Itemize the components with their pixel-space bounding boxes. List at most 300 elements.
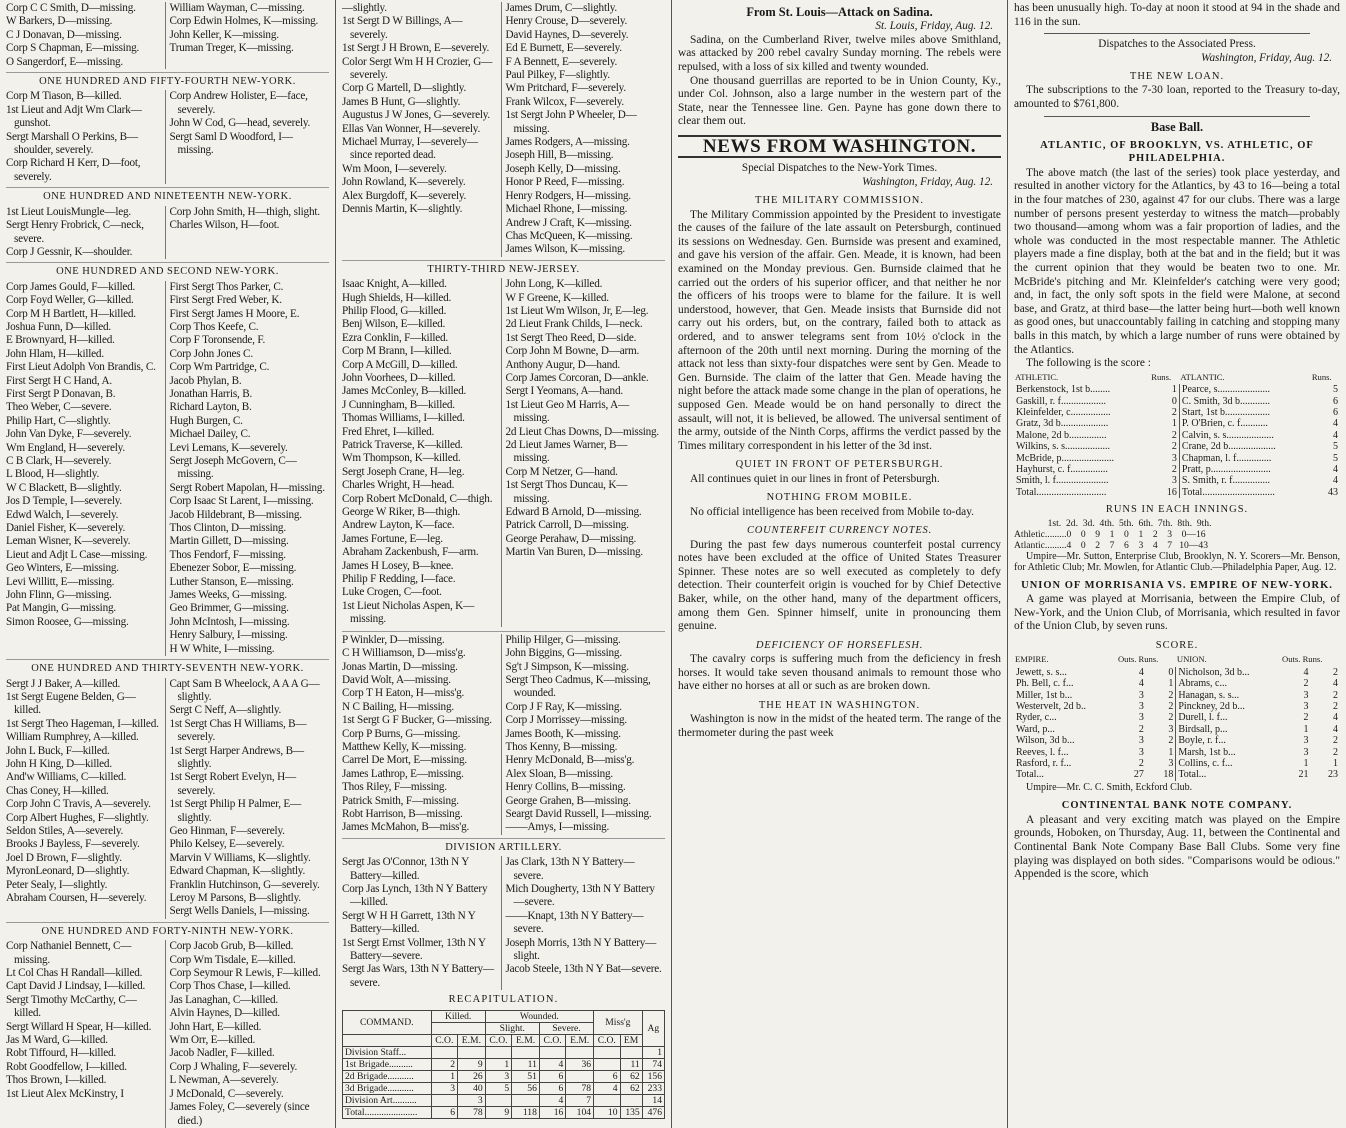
news-headline: NEWS FROM WASHINGTON. <box>678 135 1001 158</box>
recap-cell: 78 <box>566 1082 594 1094</box>
casualty-entry: John Voorhees, D—killed. <box>342 371 456 384</box>
divider <box>1044 116 1310 117</box>
recap-cell <box>485 1046 511 1058</box>
casualty-entry: L Blood, H—slightly. <box>6 468 100 481</box>
casualty-entry: James Drum, C—slightly. <box>505 2 618 14</box>
casualty-entry: Jas M Ward, G—killed. <box>6 1034 108 1047</box>
recap-cell: 16 <box>539 1106 565 1118</box>
score-cell: Boyle, r. f... <box>1178 735 1226 747</box>
casualty-entry: Corp Isaac St Larent, I—missing. <box>169 495 314 508</box>
score-cell: 27 <box>1133 769 1144 781</box>
recap-subheader-row <box>343 1034 665 1046</box>
paragraph: Washington is now in the midst of the heated term. The range of the thermometer during the past week <box>678 713 1001 740</box>
casualty-entry: Patrick Carroll, D—missing. <box>505 519 629 532</box>
paragraph: has been unusually high. To-day at noon it stood at 94 in the shade and 116 in the sun. <box>1014 2 1340 28</box>
casualty-entry: 1st Sergt Chas H Williams, B—severely. <box>169 717 307 744</box>
recap-row-label: 2d Brigade........... <box>343 1070 432 1082</box>
casualty-list <box>170 206 327 233</box>
casualty-entry: O Sangerdorf, E—missing. <box>6 55 124 68</box>
recap-cell <box>566 1070 594 1082</box>
recap-row-label: Total...................... <box>343 1106 432 1118</box>
regiment-heading: ONE HUNDRED AND FORTY-NINTH NEW-YORK. <box>6 922 329 938</box>
casualty-entry: Martin Van Buren, D—missing. <box>505 546 643 559</box>
score-cell: Reeves, l. f... <box>1016 746 1069 758</box>
casualty-entry: First Lieut Adolph Von Brandis, C. <box>6 361 156 374</box>
team-heading: EMPIRE. <box>1015 654 1049 665</box>
recap-subheader: EM <box>620 1034 642 1046</box>
score-row <box>1014 701 1340 712</box>
casualty-entry: C H Williamson, D—miss'g. <box>342 647 466 660</box>
casualty-entry: Luther Stanson, E—missing. <box>169 575 294 588</box>
casualty-entry: Corp John Jones C. <box>169 347 253 360</box>
score-cell: Ph. Bell, c. f... <box>1016 678 1074 690</box>
casualty-entry: Philo Kelsey, E—severely. <box>169 838 285 851</box>
casualty-entry: George W Riker, B—thigh. <box>342 506 461 519</box>
score-row <box>1014 441 1340 452</box>
score-cell: 1 <box>1333 758 1338 770</box>
regiment-heading: ONE HUNDRED AND FIFTY-FOURTH NEW-YORK. <box>6 72 329 88</box>
section-heading: DEFICIENCY OF HORSEFLESH. <box>755 639 924 651</box>
recap-cell: 9 <box>458 1058 486 1070</box>
casualty-entry: 1st Sergt John P Wheeler, D—missing. <box>505 109 637 135</box>
score-cell: 2 <box>1138 723 1144 735</box>
recap-cell <box>485 1094 511 1106</box>
score-cell: 4 <box>1138 678 1144 690</box>
casualty-entry: 1st Lieut and Adjt Wm Clark—gunshot. <box>6 103 142 130</box>
recap-cell: 6 <box>594 1070 620 1082</box>
casualty-entry: First Sergt James H Moore, E. <box>169 307 300 320</box>
casualty-entry: Ellas Van Wonner, H—severely. <box>342 122 481 135</box>
casualty-entry: Wm Moon, I—severely. <box>342 162 447 175</box>
casualty-entry: James Booth, K—missing. <box>505 727 621 740</box>
casualty-entry: Thomas Williams, I—killed. <box>342 412 465 425</box>
score-row <box>1014 475 1340 486</box>
casualty-entry: Daniel Fisher, K—severely. <box>6 522 126 535</box>
casualty-entry: 1st Lieut Alex McKinstry, I <box>6 1087 124 1100</box>
casualty-entry: Corp C C Smith, D—missing. <box>6 2 136 14</box>
score-cell: 4 <box>1138 666 1144 678</box>
casualty-entry: Corp Andrew Holister, E—face, severely. <box>169 90 308 116</box>
casualty-entry: Capt David J Lindsay, I—killed. <box>6 980 146 993</box>
casualty-entry: James Fortune, E—leg. <box>342 532 443 545</box>
score-cell: Total............................. <box>1181 486 1275 498</box>
casualty-entry: Corp S Chapman, E—missing. <box>6 42 140 55</box>
score-cell: 1 <box>1150 418 1179 429</box>
paragraph: The above match (the last of the series) took place yesterday, and resulted in another victory for the Atlantics, by 43 to 16—being a total in the four matches of 230, against 47 for our clubs. There was a large number of persons present yesterday to witness the match—probably two thousand—among whom was a fair proportion of ladies, and the whole was conducted in the most respectable manner. The Athletic players made a fine display, both at the bat and in the field; but it was the current opinion that they would be beaten two to one. Mr. McBride's pitching and Mr. Kleinfelder's catching were very good; and, in fact, the only soft spots in the field were Malone, at second base, and Gratz, at third base—the latter being hurt—both well known as good ones, but unaccountably failing in catching and stopping many balls in this match, by which a large number of runs were obtained by the Atlantics. <box>1014 166 1340 356</box>
table-row <box>343 1046 665 1058</box>
paragraph: During the past few days numerous counterfeit postal currency notes have been excluded at the office of United States Treasurer Spinner. These notes are so well executed as completely to defy detection. Their counterfeit origin is vouched for by Chief Detective Baker, while, on the other hand, many of the department officers, among them Gen. Spinner himself, unite in pronouncing them genuine. <box>678 538 1001 633</box>
casualty-entry: Corp John C Travis, A—severely. <box>6 798 151 811</box>
score-cell: 3 <box>1150 453 1179 464</box>
casualty-entry: Martin Gillett, D—missing. <box>169 535 289 548</box>
score-cell: 4 <box>1333 712 1338 724</box>
score-cell: Rasford, r. f... <box>1016 758 1072 770</box>
recap-subheader: C.O. <box>594 1034 620 1046</box>
casualty-list <box>506 2 663 257</box>
casualty-list <box>170 281 327 656</box>
casualty-entry: Joseph Hill, B—missing. <box>505 149 614 162</box>
casualty-entry: First Sergt P Donavan, B. <box>6 387 116 400</box>
casualty-block <box>6 940 329 1128</box>
casualty-entry: Lt Col Chas H Randall—killed. <box>6 967 143 980</box>
recap-cell: 118 <box>512 1106 540 1118</box>
section-heading: THE HEAT IN WASHINGTON. <box>758 700 921 712</box>
runs-heading: Runs. <box>1311 371 1332 382</box>
score-cell: 4 <box>1303 666 1309 678</box>
casualty-entry: Edward Chapman, K—slightly. <box>169 865 306 878</box>
score-row <box>1014 747 1340 758</box>
casualty-entry: James Wilson, K—missing. <box>505 243 625 256</box>
score-cell: Marsh, 1st b... <box>1178 746 1236 758</box>
table-row <box>343 1082 665 1094</box>
team-heading: ATHLETIC. <box>1015 371 1059 382</box>
recap-header-missing: Miss'g <box>594 1010 643 1034</box>
recap-cell: 6 <box>431 1106 457 1118</box>
recap-cell: 2 <box>431 1058 457 1070</box>
recap-cell: 233 <box>642 1082 664 1094</box>
casualty-entry: Jonathan Harris, B. <box>169 387 253 400</box>
casualty-entry: Michael Murray, I—severely—since reported dead. <box>342 136 478 162</box>
casualty-entry: John Flinn, G—missing. <box>6 589 112 602</box>
recap-cell: 7 <box>566 1094 594 1106</box>
casualty-entry: Corp J Gessnir, K—shoulder. <box>6 245 133 258</box>
score-row <box>1014 430 1340 441</box>
column-1 <box>0 0 336 1128</box>
casualty-entry: Frank Wilcox, F—severely. <box>505 95 625 108</box>
casualty-entry: Ezra Conklin, F—killed. <box>342 331 449 344</box>
score-row <box>1014 384 1340 395</box>
score-cell: 2 <box>1303 678 1309 690</box>
score-cell: Westervelt, 2d b.. <box>1016 701 1087 712</box>
runs-heading: Runs. <box>1151 371 1172 382</box>
section-heading: CONTINENTAL BANK NOTE COMPANY. <box>1061 800 1293 812</box>
casualty-entry: John Long, K—killed. <box>505 278 603 291</box>
casualty-entry: Color Sergt Wm H H Crozier, G—severely. <box>342 55 493 82</box>
score-row <box>1014 735 1340 746</box>
score-cell: Ryder, c... <box>1016 712 1057 724</box>
recap-cell: 10 <box>594 1106 620 1118</box>
casualty-entry: Sergt Theo Cadmus, K—missing, wounded. <box>505 673 651 700</box>
casualty-entry: Corp J F Ray, K—missing. <box>505 700 622 713</box>
casualty-entry: Benj Wilson, E—killed. <box>342 318 446 331</box>
recap-cell: 4 <box>539 1058 565 1070</box>
recap-heading: RECAPITULATION. <box>448 994 559 1006</box>
casualty-entry: Jacob Nadler, F—killed. <box>169 1047 275 1060</box>
casualty-entry: Corp A McGill, D—killed. <box>342 358 458 371</box>
score-cell: Miller, 1st b... <box>1016 689 1073 701</box>
section-heading: UNION OF MORRISANIA VS. EMPIRE OF NEW-YORK. <box>1021 579 1333 591</box>
regiment-heading: ONE HUNDRED AND THIRTY-SEVENTH NEW-YORK. <box>6 659 329 675</box>
casualty-entry: David Wolt, A—missing. <box>342 673 451 686</box>
casualty-list <box>6 206 162 260</box>
casualty-entry: Sergt I Yeomans, A—hand. <box>505 385 623 398</box>
score-cell: Birdsall, p... <box>1178 723 1228 735</box>
casualty-entry: Carrel De Mort, E—missing. <box>342 754 467 767</box>
section-heading: SCORE. <box>1155 639 1199 651</box>
score-cell: 5 <box>1333 452 1338 464</box>
casualty-block <box>6 90 329 184</box>
paragraph: The Military Commission appointed by the President to investigate the causes of the failure of the late assault on Petersburgh, continued its sessions on Wednesday. Gen. Burnside was present and examined, and gave his version of the affair. Gen. Meade, it is known, had been examined on the Monday previous. Gen. Burnside claimed that he carried out the orders of his superior officer, and that neither he nor the officers of his troops were to blame for the failure. It is well understood, however, that Gen. Meade insists that Burnside did not carry out his orders, but, on the contrary, failed both to attack as ordered, and to answer telegrams sent from 10½ o'clock in the afternoon of the 20th until next morning. During the morning of the attack not less than sixty-four dispatches were sent by Gen. Meade to Gen. Burnside. The claim of the latter that Gen. Meade having the night before the attack made some change in the plan of operations, he supposed Gen. Meade would be on hand personally to direct the assault, will not, it is believed, be allowed. The universal sentiment of the army, outside of the Ninth Corps, affirms the verdict passed by the Times military correspondent in his letter of the 3d inst. <box>678 208 1001 452</box>
casualty-entry: ——Knapt, 13th N Y Battery—severe. <box>505 909 644 936</box>
casualty-entry: 1st Sergt G F Bucker, G—missing. <box>342 714 492 727</box>
score-cell: 5 <box>1333 384 1338 396</box>
recap-cell <box>620 1046 642 1058</box>
casualty-entry: Alvin Haynes, D—killed. <box>169 1007 280 1020</box>
casualty-entry: Philip Flood, G—killed. <box>342 304 447 317</box>
regiment-heading: ONE HUNDRED AND SECOND NEW-YORK. <box>6 262 329 278</box>
casualty-entry: Geo Brimmer, G—missing. <box>169 602 289 615</box>
casualty-entry: Corp P Burns, G—missing. <box>342 727 461 740</box>
score-cell: 2 <box>1146 690 1176 701</box>
outs-runs-heading: Outs. Runs. <box>1282 654 1323 665</box>
umpire-line: Umpire—Mr. C. C. Smith, Eckford Club. <box>1026 781 1193 793</box>
score-cell: Total............................ <box>1016 486 1107 498</box>
casualty-entry: Sergt Wells Daniels, I—missing. <box>169 905 310 918</box>
casualty-entry: Ed E Burnett, E—severely. <box>505 42 622 55</box>
score-cell: Malone, 2d b............... <box>1016 429 1107 441</box>
score-cell: 3 <box>1303 735 1309 747</box>
casualty-list <box>6 678 162 906</box>
score-cell: 1 <box>1150 384 1179 395</box>
recap-cell: 135 <box>620 1106 642 1118</box>
recap-cell: 5 <box>485 1082 511 1094</box>
regiment-heading: DIVISION ARTILLERY. <box>342 838 665 854</box>
casualty-entry: Levi Lemans, K—severely. <box>169 441 288 454</box>
score-cell: 2 <box>1150 441 1179 452</box>
paragraph: The subscriptions to the 7-30 loan, reported to the Treasury to-day, amounted to $761,800. <box>1014 84 1340 110</box>
score-row <box>1014 769 1340 780</box>
score-cell: 3 <box>1303 701 1309 712</box>
casualty-list <box>170 940 327 1128</box>
team-heading: ATLANTIC. <box>1180 371 1225 382</box>
outs-runs-heading: Outs. Runs. <box>1117 654 1159 665</box>
section-heading: ATLANTIC, OF BROOKLYN, VS. ATHLETIC, OF PHILADELPHIA. <box>1040 140 1314 165</box>
casualty-entry: Wm Thompson, K—killed. <box>342 452 461 465</box>
casualty-entry: John Van Dyke, F—severely. <box>6 428 132 441</box>
paragraph: One thousand guerrillas are reported to be in Union County, Ky., under Col. Johnson, also a large number in the western part of the State, near the Tennessee line. Gen. Payne has gone down there to clear them out. <box>678 74 1001 128</box>
casualty-entry: W Barkers, D—missing. <box>6 15 113 28</box>
recap-cell: 3 <box>431 1082 457 1094</box>
score-cell: P. O'Brien, c. f........... <box>1181 418 1268 430</box>
casualty-entry: Michael Dailey, C. <box>169 428 251 441</box>
recap-cell: 6 <box>539 1070 565 1082</box>
casualty-entry: Sg't J Simpson, K—missing. <box>505 660 629 673</box>
table-row <box>343 1058 665 1070</box>
recap-cell: 104 <box>566 1106 594 1118</box>
table-row <box>343 1070 665 1082</box>
recap-cell: 1 <box>642 1046 664 1058</box>
score-cell: Total... <box>1016 769 1044 781</box>
recap-header-wounded: Wounded. <box>485 1010 593 1022</box>
casualty-entry: George Grahen, B—missing. <box>505 794 631 807</box>
casualty-entry: Jacob Steele, 13th N Y Bat—severe. <box>505 963 662 976</box>
recap-subheader: E.M. <box>566 1034 594 1046</box>
casualty-entry: Franklin Hutchinson, G—severely. <box>169 878 320 891</box>
recap-cell <box>539 1046 565 1058</box>
score-cell: Pinckney, 2d b... <box>1178 701 1245 712</box>
casualty-entry: James Rodgers, A—missing. <box>505 136 630 149</box>
recap-cell: 9 <box>485 1106 511 1118</box>
score-cell: 3 <box>1303 746 1309 758</box>
casualty-entry: 1st Sergt Theo Reed, D—side. <box>505 331 637 344</box>
casualty-entry: W C Blackett, B—slightly. <box>6 481 122 494</box>
score-cell: 18 <box>1146 769 1176 780</box>
recap-cell: 74 <box>642 1058 664 1070</box>
casualty-entry: Leroy M Parsons, B—slightly. <box>169 892 301 904</box>
casualty-entry: Theo Weber, C—severe. <box>6 401 112 414</box>
dispatch-line: Dispatches to the Associated Press. <box>1098 38 1256 51</box>
recap-cell: 62 <box>620 1082 642 1094</box>
recap-header-killed: Killed. <box>431 1010 485 1022</box>
score-cell: 6 <box>1333 395 1338 407</box>
casualty-entry: Corp F Toronsende, F. <box>169 334 266 347</box>
casualty-entry: Honor P Reed, F—missing. <box>505 176 625 189</box>
casualty-entry: Wm Orr, E—killed. <box>169 1034 256 1047</box>
score-cell: 6 <box>1333 406 1338 418</box>
innings-header: 1st. 2d. 3d. 4th. 5th. 6th. 7th. 8th. 9th. <box>1014 517 1212 529</box>
casualty-entry: Pat Mangin, G—missing. <box>6 602 116 615</box>
recap-cell <box>458 1046 486 1058</box>
casualty-entry: Philip F Redding, I—face. <box>342 573 456 586</box>
casualty-entry: H W White, I—missing. <box>169 642 275 655</box>
casualty-entry: C B Clark, H—severely. <box>6 455 112 467</box>
score-row <box>1014 464 1340 475</box>
casualty-block <box>342 856 665 990</box>
casualty-entry: Patrick Traverse, K—killed. <box>342 439 463 451</box>
casualty-entry: J Cunningham, B—killed. <box>342 398 455 411</box>
casualty-entry: Corp Thos Keefe, C. <box>169 320 259 333</box>
score-cell: 4 <box>1333 429 1338 441</box>
score-cell: Collins, c. f... <box>1178 758 1233 770</box>
column-3 <box>672 0 1008 1128</box>
recap-subheader: E.M. <box>458 1034 486 1046</box>
casualty-entry: Robt Tiffourd, H—killed. <box>6 1047 116 1060</box>
casualty-entry: Chas McQueen, K—missing. <box>505 229 633 242</box>
casualty-entry: Mich Dougherty, 13th N Y Battery—severe. <box>505 883 655 909</box>
casualty-entry: George Perahaw, D—missing. <box>505 532 637 545</box>
innings-athletic: Athletic.........0 0 9 1 0 1 2 3 0—16 <box>1014 528 1206 540</box>
casualty-entry: John L Buck, F—killed. <box>6 744 110 757</box>
casualty-entry: Sergt Robert Mapolan, H—missing. <box>169 481 325 494</box>
score-cell: McBride, p..................... <box>1016 452 1115 464</box>
casualty-entry: Corp Robert McDonald, C—thigh. <box>342 492 493 505</box>
recap-cell <box>431 1094 457 1106</box>
casualty-entry: John McIntosh, I—missing. <box>169 615 290 628</box>
casualty-entry: Corp Albert Hughes, F—slightly. <box>6 811 149 824</box>
score-cell: C. Smith, 3d b............ <box>1181 395 1270 407</box>
recap-header-severe: Severe. <box>539 1022 593 1034</box>
score-cell: 2 <box>1333 701 1338 712</box>
paragraph: The following is the score : <box>1026 357 1151 370</box>
casualty-entry: Corp Jas Lynch, 13th N Y Battery—killed. <box>342 883 488 909</box>
casualty-entry: John Hlam, H—killed. <box>6 347 104 360</box>
score-cell: 2 <box>1333 735 1338 747</box>
casualty-entry: ——Amys, I—missing. <box>505 821 610 834</box>
score-cell: 21 <box>1298 769 1309 781</box>
casualty-entry: Geo Hinman, F—severely. <box>169 824 285 837</box>
casualty-entry: Sergt Joseph Crane, H—leg. <box>342 465 465 478</box>
casualty-entry: Joel D Brown, F—slightly. <box>6 851 122 864</box>
casualty-entry: Sergt Jas Wars, 13th N Y Battery—severe. <box>342 963 494 989</box>
casualty-entry: John H King, D—killed. <box>6 757 112 770</box>
recap-row-label: Division Art.......... <box>343 1094 432 1106</box>
casualty-entry: First Sergt H C Hand, A. <box>6 374 112 387</box>
casualty-entry: Corp T H Eaton, H—miss'g. <box>342 687 465 700</box>
score-cell: 23 <box>1328 769 1338 781</box>
casualty-entry: Ebenezer Sobor, E—missing. <box>169 562 297 575</box>
recap-cell: 6 <box>539 1082 565 1094</box>
casualty-entry: Henry McDonald, B—miss'g. <box>505 754 635 767</box>
score-cell: Start, 1st b.................. <box>1181 406 1270 418</box>
casualty-entry: Patrick Smith, F—missing. <box>342 794 459 807</box>
score-row <box>1014 487 1340 498</box>
casualty-entry: Corp James Gould, F—killed. <box>6 280 136 293</box>
casualty-entry: Henry Crouse, D—severely. <box>505 15 628 28</box>
casualty-entry: Charles Wright, H—head. <box>342 479 455 492</box>
score-cell: 3 <box>1138 701 1144 712</box>
casualty-entry: J McDonald, C—severely. <box>169 1087 284 1100</box>
casualty-entry: F A Bennett, E—severely. <box>505 55 618 68</box>
score-cell: Jewett, s. s... <box>1016 666 1067 678</box>
score-cell: Durell, l. f... <box>1178 712 1228 724</box>
table-row <box>343 1106 665 1118</box>
recap-header-command: COMMAND. <box>343 1010 432 1034</box>
score-cell: 0 <box>1146 667 1176 678</box>
casualty-entry: Corp M Tiason, B—killed. <box>6 90 122 103</box>
casualty-entry: Sergt Joseph McGovern, C—missing. <box>169 455 297 481</box>
casualty-entry: William Wayman, C—missing. <box>169 2 305 14</box>
score-row <box>1014 667 1340 678</box>
casualty-entry: David Haynes, D—severely. <box>505 28 629 41</box>
paragraph: A game was played at Morrisania, between the Empire Club, of New-York, and the Union Club, of Morrisania, which resulted in favor of the Union Club, by seven runs. <box>1014 593 1340 633</box>
score-cell: 2 <box>1146 701 1176 712</box>
score-cell: 3 <box>1138 712 1144 724</box>
score-cell: 1 <box>1303 758 1309 770</box>
casualty-entry: James Weeks, G—missing. <box>169 589 287 602</box>
casualty-list <box>342 856 498 990</box>
casualty-entry: Joshua Funn, D—killed. <box>6 320 111 333</box>
casualty-entry: Geo Winters, E—missing. <box>6 562 119 575</box>
score-row <box>1014 418 1340 429</box>
score-cell: Gratz, 3d b................... <box>1016 418 1109 430</box>
casualty-entry: Sergt Marshall O Perkins, B—shoulder, severely. <box>6 130 138 157</box>
casualty-entry: Jos D Temple, I—severely. <box>6 495 123 508</box>
recap-subheader: E.M. <box>512 1034 540 1046</box>
casualty-entry: 1st Sergt Theo Hageman, I—killed. <box>6 717 159 730</box>
casualty-entry: Sergt W H H Garrett, 13th N Y Battery—killed. <box>342 909 476 936</box>
score-cell: 2 <box>1146 712 1176 723</box>
dateline: Washington, Friday, Aug. 12. <box>1201 51 1332 64</box>
casualty-entry: James McMahon, B—miss'g. <box>342 821 470 834</box>
casualty-list <box>342 2 498 217</box>
casualty-entry: Andrew J Craft, K—missing. <box>505 216 632 229</box>
casualty-entry: Jacob Hildebrant, B—missing. <box>169 508 302 521</box>
casualty-entry: 1st Sergt Philip H Palmer, E—slightly. <box>169 798 302 824</box>
score-cell: Chapman, l. f.............. <box>1181 452 1272 464</box>
recap-header-ag: Ag <box>642 1010 664 1046</box>
casualty-entry: N C Bailing, H—missing. <box>342 700 454 713</box>
casualty-entry: William Rumphrey, A—killed. <box>6 731 139 744</box>
recap-row-label: 3d Brigade........... <box>343 1082 432 1094</box>
recap-cell <box>620 1094 642 1106</box>
casualty-entry: Thos Fendorf, F—missing. <box>169 548 286 561</box>
casualty-entry: W F Greene, K—killed. <box>505 291 609 304</box>
recap-cell: 56 <box>512 1082 540 1094</box>
score-cell: 3 <box>1303 689 1309 701</box>
casualty-list <box>6 281 162 630</box>
section-heading: COUNTERFEIT CURRENCY NOTES. <box>746 525 933 537</box>
table-row <box>343 1094 665 1106</box>
